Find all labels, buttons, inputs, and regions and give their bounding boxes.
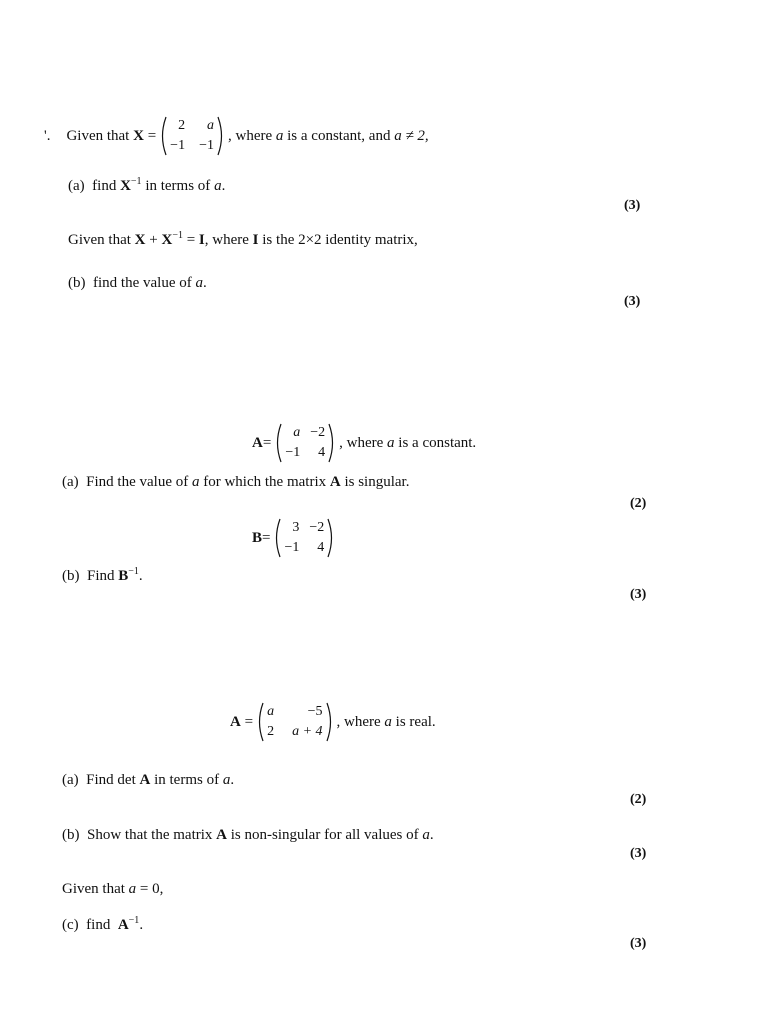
q1b-marks: (3)	[624, 294, 641, 309]
q3-m22: a + 4	[292, 724, 323, 739]
q2-matrix-b	[272, 518, 336, 558]
q3c-marks: (3)	[630, 936, 647, 951]
q3a-label: (a)	[62, 772, 79, 788]
q2b-m21: −1	[284, 540, 300, 555]
q3c-end: .	[139, 917, 144, 933]
q1g-sup: −1	[172, 230, 183, 241]
q1a-end: .	[221, 178, 226, 194]
right-paren-icon	[217, 116, 226, 156]
q1b-label: (b)	[68, 275, 86, 291]
right-paren-icon	[326, 702, 335, 742]
q3-given	[62, 881, 163, 898]
q3c-bold: A	[117, 917, 129, 933]
q1g-eq: =	[182, 232, 199, 248]
q1g-end: is the 2×2 identity matrix,	[262, 232, 418, 248]
q3c-label: (c)	[62, 917, 79, 933]
q2-part-a	[62, 474, 409, 491]
q1g-x2: X	[161, 232, 173, 248]
q3b-end: .	[429, 827, 434, 843]
q1g-i: I	[198, 232, 205, 248]
q1a-bold: X	[120, 178, 131, 194]
q3b-mid: is non-singular for all values of	[230, 827, 419, 843]
q2b-m22: 4	[317, 540, 325, 555]
q3-stem: A = a −5 2 a + 4 , where a is real.	[230, 702, 436, 742]
q1g-pre: Given that	[68, 232, 131, 248]
q3c-pre: find	[86, 917, 111, 933]
q3b-marks: (3)	[630, 846, 647, 861]
q2a-bold: A	[329, 474, 341, 490]
q1-intro: Given that	[66, 127, 130, 144]
q2-matrix-b-label: B	[252, 529, 263, 546]
q1a-var: a	[214, 178, 222, 194]
q3-m11: a	[267, 704, 275, 719]
q3a-pre: Find det	[86, 772, 136, 788]
q3-part-b	[62, 827, 434, 844]
q3-tail-pre: , where	[336, 713, 381, 730]
q3b-bold: A	[216, 827, 227, 843]
q3-tail-end: is real.	[395, 713, 436, 730]
right-paren-icon	[328, 423, 337, 463]
q1-part-a	[68, 178, 225, 195]
q2-matrix-label: A	[252, 434, 263, 451]
left-paren-icon	[272, 518, 281, 558]
q1a-sup: −1	[130, 176, 142, 187]
q3g-pre: Given that	[62, 881, 125, 897]
q2a-mid: for which the matrix	[203, 474, 327, 490]
q3a-marks: (2)	[630, 792, 647, 807]
q2a-end: is singular.	[344, 474, 410, 490]
q2a-var: a	[191, 474, 200, 490]
q3-matrix-a	[255, 702, 334, 742]
q1b-var: a	[195, 275, 203, 291]
q1-matrix-x	[158, 116, 226, 156]
q3a-mid: in terms of	[154, 772, 220, 788]
q2a-label: (a)	[62, 474, 79, 490]
q2-m12: −2	[310, 425, 326, 440]
q1-given	[68, 232, 418, 249]
q3g-end: = 0,	[139, 881, 164, 897]
q1-part-b	[68, 275, 207, 292]
q1-stem: '. Given that X = 2 a −1 −1 , where a is a constant, and a ≠ 2,	[44, 116, 429, 156]
q2-m11: a	[293, 425, 301, 440]
q2b-marks: (3)	[630, 587, 647, 602]
q2-matrix-a	[273, 423, 337, 463]
q2a-pre: Find the value of	[86, 474, 189, 490]
q3-m21: 2	[267, 724, 275, 739]
q2b-pre: Find	[87, 568, 115, 584]
q3-part-a	[62, 772, 234, 789]
q3b-var: a	[422, 827, 430, 843]
q3-m12: −5	[307, 704, 323, 719]
q2-tail-var: a	[387, 434, 395, 451]
q1-tail-var: a	[275, 127, 284, 144]
q3-matrix-label: A	[230, 713, 241, 730]
left-paren-icon	[158, 116, 167, 156]
q3b-pre: Show that the matrix	[87, 827, 213, 843]
q2b-bold: B	[118, 568, 129, 584]
q2b-label: (b)	[62, 568, 80, 584]
q2b-end: .	[138, 568, 143, 584]
q2b-m11: 3	[292, 520, 300, 535]
q2a-marks: (2)	[630, 496, 647, 511]
q1-m12: a	[206, 118, 214, 133]
q2-m22: 4	[318, 445, 326, 460]
q2b-sup: −1	[128, 566, 139, 577]
q3g-var: a	[128, 881, 137, 897]
q1a-label: (a)	[68, 178, 85, 194]
q1g-plus: +	[145, 232, 162, 248]
q1-tail-cond: a ≠ 2,	[394, 127, 429, 144]
q3b-label: (b)	[62, 827, 80, 843]
q3a-end: .	[230, 772, 235, 788]
q1a-pre: find	[92, 178, 117, 194]
q1g-mid: , where	[204, 232, 249, 248]
q2-part-b	[62, 568, 143, 585]
q3-tail-var: a	[384, 713, 392, 730]
q1-tail-prefix: , where	[227, 127, 273, 144]
q2-tail-end: is a constant.	[398, 434, 477, 451]
q3a-bold: A	[139, 772, 151, 788]
q2-m21: −1	[285, 445, 301, 460]
left-paren-icon	[255, 702, 264, 742]
q3c-sup: −1	[128, 915, 140, 926]
q1-m11: 2	[178, 118, 186, 133]
right-paren-icon	[327, 518, 336, 558]
q1-tail-mid: is a constant, and	[287, 127, 391, 144]
q2-matrix-b-line: B = 3 −2 −1 4	[252, 518, 338, 558]
q2-stem: A = a −2 −1 4 , where a is a constant.	[252, 423, 476, 463]
q1-number: '.	[44, 127, 51, 144]
q1a-mid: in terms of	[145, 178, 211, 194]
q1g-i2: I	[252, 232, 259, 248]
q2b-m12: −2	[309, 520, 325, 535]
q3-part-c	[62, 917, 143, 934]
q3a-var: a	[222, 772, 231, 788]
q1-m22: −1	[199, 138, 214, 153]
q2-tail-pre: , where	[339, 434, 384, 451]
q1g-x1: X	[134, 232, 146, 248]
left-paren-icon	[273, 423, 282, 463]
q1-matrix-label: X	[133, 127, 144, 144]
q1-m21: −1	[170, 138, 186, 153]
q1b-pre: find the value of	[93, 275, 192, 291]
q1b-end: .	[202, 275, 207, 291]
q1a-marks: (3)	[624, 198, 641, 213]
